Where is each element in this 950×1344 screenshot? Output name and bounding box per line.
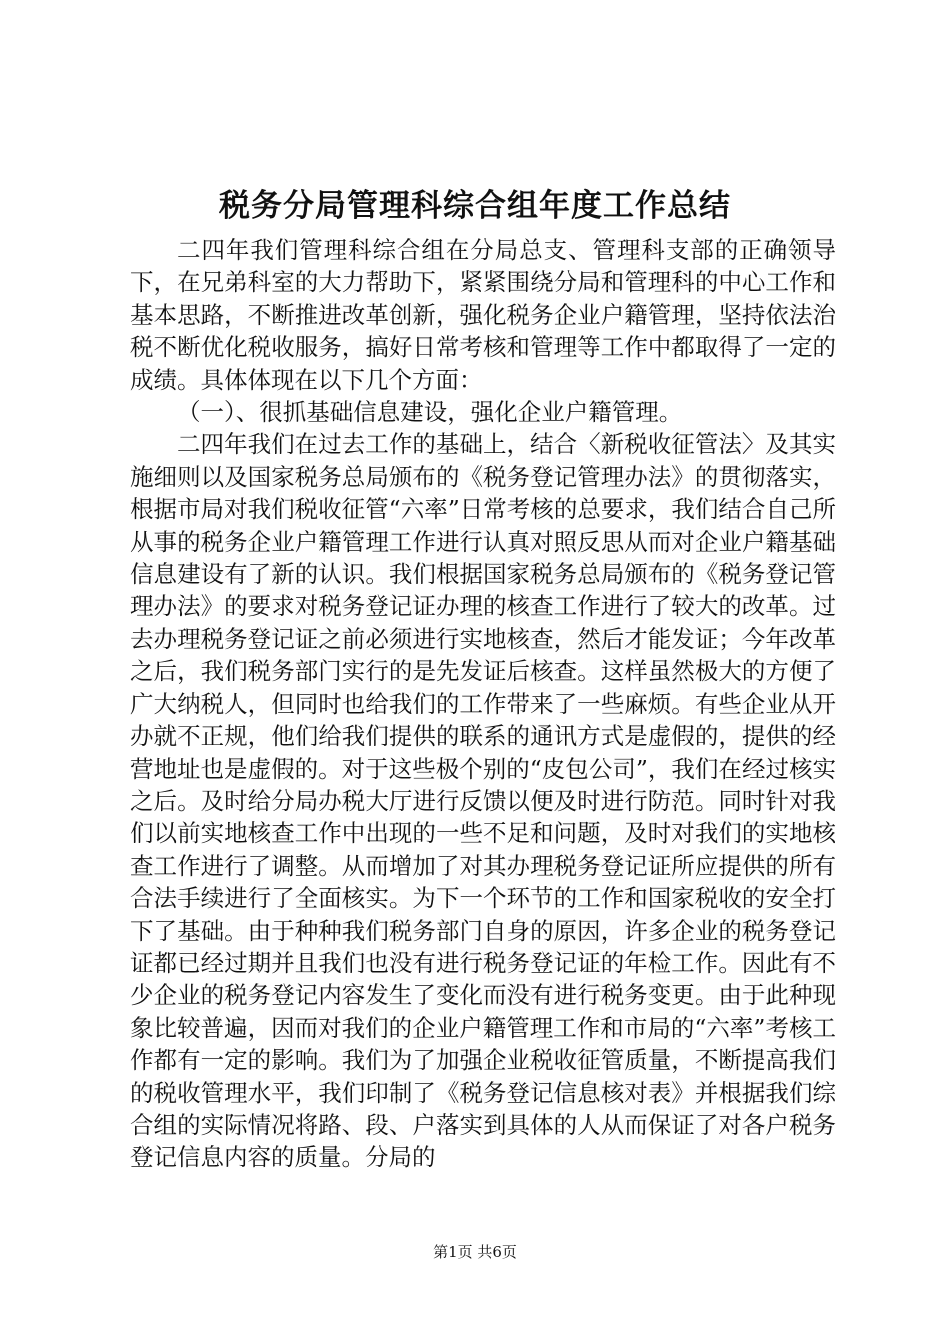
document-title: 税务分局管理科综合组年度工作总结 [219, 188, 731, 224]
page-footer: 第1页 共6页 [433, 1243, 517, 1261]
paragraph-intro: 二四年我们管理科综合组在分局总支、管理科支部的正确领导下，在兄弟科室的大力帮助下，紧紧围绕分局和管理科的中心工作和基本思路，不断推进改革创新，强化税务企业户籍管理，坚持依法治税不断优化税收服务，搞好日常考核和管理等工作中都取得了一定的成绩。具体体现在以下几个方面： [130, 236, 836, 394]
paragraph-section-heading: （一）、很抓基础信息建设，强化企业户籍管理。 [177, 398, 683, 427]
document-body [130, 234, 836, 1174]
paragraph-section-body: 二四年我们在过去工作的基础上，结合〈新税收征管法〉及其实施细则以及国家税务总局颁布的《税务登记管理办法》的贯彻落实，根据市局对我们税收征管“六率”日常考核的总要求，我们结合自己所从事的税务企业户籍管理工作进行认真对照反思从而对企业户籍基础信息建设有了新的认识。我们根据国家税务总局颁布的《税务登记管理办法》的要求对税务登记证办理的核查工作进行了较大的改革。过去办理税务登记证之前必须进行实地核查，然后才能发证；今年改革之后，我们税务部门实行的是先发证后核查。这样虽然极大的方便了广大纳税人，但同时也给我们的工作带来了一些麻烦。有些企业从开办就不正规，他们给我们提供的联系的通讯方式是虚假的，提供的经营地址也是虚假的。对于这些极个别的“皮包公司”，我们在经过核实之后。及时给分局办税大厅进行反馈以便及时进行防范。同时针对我们以前实地核查工作中出现的一些不足和问题，及时对我们的实地核查工作进行了调整。从而增加了对其办理税务登记证所应提供的所有合法手续进行了全面核实。为下一个环节的工作和国家税收的安全打下了基础。由于种种我们税务部门自身的原因，许多企业的税务登记证都已经过期并且我们也没有进行税务登记证的年检工作。因此有不少企业的税务登记内容发生了变化而没有进行税务变更。由于此种现象比较普遍，因而对我们的企业户籍管理工作和市局的“六率”考核工作都有一定的影响。我们为了加强企业税收征管质量，不断提高我们的税收管理水平，我们印制了《税务登记信息核对表》并根据我们综合组的实际情况将路、段、户落实到具体的人从而保证了对各户税务登记信息内容的质量。分局的 [130, 430, 836, 1172]
